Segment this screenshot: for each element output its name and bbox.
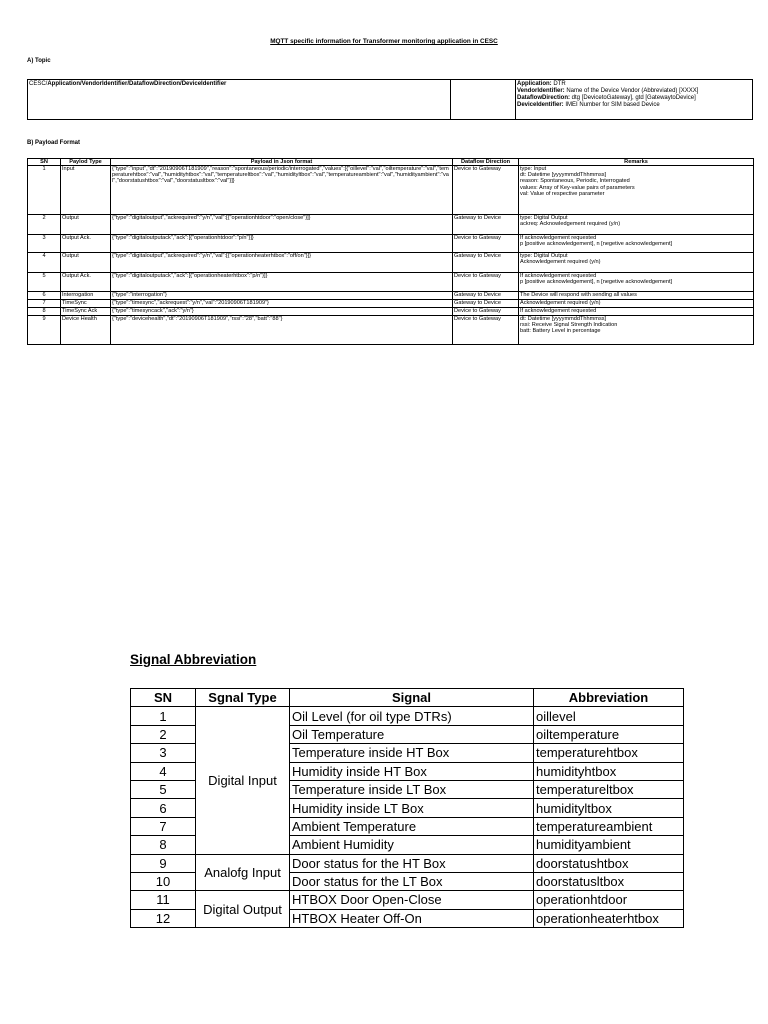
signal-cell-signal: Temperature inside HT Box <box>290 744 534 762</box>
signal-cell-sn: 2 <box>131 725 196 743</box>
payload-cell-remarks: type: Digital Output ackreq: Acknowledgement required (y/n) <box>519 215 754 235</box>
signal-cell-abbreviation: temperaturehtbox <box>534 744 684 762</box>
document-title: MQTT specific information for Transformer monitoring application in CESC <box>270 38 498 45</box>
signal-cell-type: Digital Input <box>196 707 290 854</box>
payload-cell-sn: 1 <box>28 166 61 215</box>
topic-empty-cell <box>451 80 516 120</box>
payload-header-sn: SN <box>28 159 61 166</box>
signal-cell-signal: Ambient Temperature <box>290 817 534 835</box>
signal-cell-sn: 8 <box>131 836 196 854</box>
signal-cell-sn: 6 <box>131 799 196 817</box>
payload-cell-json: {"type":"input","dt":"20190906T181909","reason":"spontaneous/periodic/interrogated","values":[{"oillevel":"val","oiltemperature":"val","temperaturehtbox":"val","humidityhtbox":"val","temperatureltbox":"val","humidityltbox":"val","temperatureambient":"val","humidityambient":"val","doorstatushtbox":"val","doorstatusltbox":"val"}]} <box>111 166 453 215</box>
signal-cell-signal: HTBOX Heater Off-On <box>290 909 534 927</box>
signal-cell-signal: Humidity inside HT Box <box>290 762 534 780</box>
payload-cell-type: Device Health <box>61 316 111 345</box>
payload-cell-json: {"type":"digitaloutputack","ack":[{"operationhtdoor":"p/n"}]} <box>111 235 453 253</box>
signal-cell-sn: 7 <box>131 817 196 835</box>
signal-cell-type: Digital Output <box>196 891 290 928</box>
payload-row <box>28 235 754 253</box>
payload-cell-json: {"type":"digitaloutput","ackrequired":"y/n","val":[{"operationhtdoor":"open/close"}]} <box>111 215 453 235</box>
payload-cell-sn: 3 <box>28 235 61 253</box>
signal-cell-abbreviation: humidityambient <box>534 836 684 854</box>
payload-header-remarks: Remarks <box>519 159 754 166</box>
signal-cell-sn: 4 <box>131 762 196 780</box>
payload-cell-sn: 5 <box>28 273 61 292</box>
payload-cell-remarks: If acknowledgement requested p [positive acknowledgement], n [negetive acknowledgement] <box>519 273 754 292</box>
payload-cell-direction: Device to Gateway <box>453 308 519 316</box>
payload-cell-direction: Device to Gateway <box>453 166 519 215</box>
signal-cell-abbreviation: doorstatushtbox <box>534 854 684 872</box>
payload-cell-remarks: type: Input dt: Datetime [yyyymmddThhmmss] reason: Spontaneous, Periodic, Interrogated values: Array of Key-value pairs of parameters val: Value of respective parameter <box>519 166 754 215</box>
signal-cell-sn: 1 <box>131 707 196 725</box>
payload-row <box>28 215 754 235</box>
signal-header-type: Sgnal Type <box>196 689 290 707</box>
payload-row <box>28 292 754 300</box>
topic-description-cell <box>516 80 753 120</box>
payload-header-row <box>28 159 754 166</box>
signal-row <box>131 707 684 725</box>
payload-cell-remarks: If acknowledgement requested p [positive acknowledgement], n [negetive acknowledgement] <box>519 235 754 253</box>
signal-cell-abbreviation: operationhtdoor <box>534 891 684 909</box>
payload-cell-json: {"type":"digitaloutput","ackrequired":"y/n","val":[{"operationheaterhtbox":"off/on"}]} <box>111 253 453 273</box>
topic-path-prefix: CESC/ <box>29 81 48 87</box>
payload-cell-direction: Gateway to Device <box>453 215 519 235</box>
payload-cell-json: {"type":"timesync","ackrequest":"y/n","val":"20190906T181909"} <box>111 300 453 308</box>
payload-header-json: Payload in Json format <box>111 159 453 166</box>
signal-header-row <box>131 689 684 707</box>
payload-cell-type: TimeSync <box>61 300 111 308</box>
payload-header-type: Paylod Type <box>61 159 111 166</box>
topic-path-rest: Application/VendorIdentifier/DataflowDirection/DeviceIdentifier <box>47 81 227 87</box>
signal-header-signal: Signal <box>290 689 534 707</box>
payload-cell-direction: Device to Gateway <box>453 235 519 253</box>
payload-row <box>28 308 754 316</box>
payload-row <box>28 316 754 345</box>
payload-cell-sn: 9 <box>28 316 61 345</box>
payload-cell-type: TimeSync Ack <box>61 308 111 316</box>
signal-cell-sn: 11 <box>131 891 196 909</box>
signal-row <box>131 854 684 872</box>
payload-cell-type: Interrogation <box>61 292 111 300</box>
signal-cell-sn: 3 <box>131 744 196 762</box>
payload-cell-direction: Device to Gateway <box>453 273 519 292</box>
payload-cell-json: {"type":"digitaloutputack","ack":[{"operationheaterhtbox":"p/n"}]} <box>111 273 453 292</box>
payload-cell-remarks: If acknowledgement requested <box>519 308 754 316</box>
payload-cell-sn: 8 <box>28 308 61 316</box>
payload-cell-type: Output <box>61 253 111 273</box>
signal-cell-signal: Oil Temperature <box>290 725 534 743</box>
payload-cell-direction: Device to Gateway <box>453 316 519 345</box>
payload-table <box>27 158 754 345</box>
topic-line-device: DeviceIdentifier: IMEI Number for SIM based Device <box>517 102 660 108</box>
topic-line-vendor: VendorIdentifier: Name of the Device Vendor (Abbreviated) [XXXX] <box>517 88 699 94</box>
payload-cell-remarks: Acknowledgement required (y/n) <box>519 300 754 308</box>
payload-row <box>28 273 754 292</box>
topic-line-direction: DataflowDirection: dtg [DevicetoGateway], gtd [GatewaytoDevice] <box>517 95 696 101</box>
payload-cell-direction: Gateway to Device <box>453 300 519 308</box>
signal-cell-signal: Door status for the HT Box <box>290 854 534 872</box>
signal-cell-abbreviation: temperatureltbox <box>534 780 684 798</box>
payload-cell-sn: 4 <box>28 253 61 273</box>
signal-cell-sn: 12 <box>131 909 196 927</box>
payload-row <box>28 166 754 215</box>
signal-cell-signal: HTBOX Door Open-Close <box>290 891 534 909</box>
payload-cell-json: {"type":"interrogation"} <box>111 292 453 300</box>
signal-cell-signal: Door status for the LT Box <box>290 872 534 890</box>
payload-cell-direction: Gateway to Device <box>453 292 519 300</box>
signal-cell-type: Analofg Input <box>196 854 290 891</box>
payload-cell-direction: Gateway to Device <box>453 253 519 273</box>
payload-cell-remarks: type: Digital Output Acknowledgement required (y/n) <box>519 253 754 273</box>
signal-cell-sn: 5 <box>131 780 196 798</box>
payload-cell-sn: 7 <box>28 300 61 308</box>
payload-cell-sn: 6 <box>28 292 61 300</box>
signal-table <box>130 688 684 928</box>
signal-cell-abbreviation: operationheaterhtbox <box>534 909 684 927</box>
signal-header-sn: SN <box>131 689 196 707</box>
signal-cell-abbreviation: humidityhtbox <box>534 762 684 780</box>
signal-cell-signal: Oil Level (for oil type DTRs) <box>290 707 534 725</box>
payload-cell-type: Output <box>61 215 111 235</box>
payload-cell-sn: 2 <box>28 215 61 235</box>
payload-cell-remarks: dt: Datetime [yyyymmddThhmmss] rssi: Receive Signal Strength Indication batt: Battery Level in percentage <box>519 316 754 345</box>
topic-path-cell <box>28 80 451 120</box>
signal-row <box>131 891 684 909</box>
signal-cell-abbreviation: temperatureambient <box>534 817 684 835</box>
signal-cell-signal: Humidity inside LT Box <box>290 799 534 817</box>
payload-row <box>28 253 754 273</box>
signal-cell-abbreviation: humidityltbox <box>534 799 684 817</box>
signal-cell-signal: Temperature inside LT Box <box>290 780 534 798</box>
signal-cell-signal: Ambient Humidity <box>290 836 534 854</box>
signal-cell-abbreviation: doorstatusltbox <box>534 872 684 890</box>
payload-cell-json: {"type":"devicehealth","dt":"20190906T181909","rssi":"28","batt":"88"} <box>111 316 453 345</box>
topic-table <box>27 79 753 120</box>
signal-abbreviation-heading: Signal Abbreviation <box>130 652 257 667</box>
payload-cell-json: {"type":"timesyncack","ack":"y/n"} <box>111 308 453 316</box>
payload-cell-type: Output Ack. <box>61 273 111 292</box>
topic-heading: A) Topic <box>27 58 51 64</box>
payload-heading: B) Payload Format <box>27 140 81 146</box>
topic-line-application: Application: DTR <box>517 81 566 87</box>
signal-cell-sn: 9 <box>131 854 196 872</box>
payload-header-direction: Dataflow Direction <box>453 159 519 166</box>
payload-cell-type: Input <box>61 166 111 215</box>
payload-row <box>28 300 754 308</box>
signal-cell-abbreviation: oillevel <box>534 707 684 725</box>
payload-cell-remarks: The Device will respond with sending all values <box>519 292 754 300</box>
signal-header-abbreviation: Abbreviation <box>534 689 684 707</box>
payload-cell-type: Output Ack. <box>61 235 111 253</box>
signal-cell-abbreviation: oiltemperature <box>534 725 684 743</box>
signal-cell-sn: 10 <box>131 872 196 890</box>
